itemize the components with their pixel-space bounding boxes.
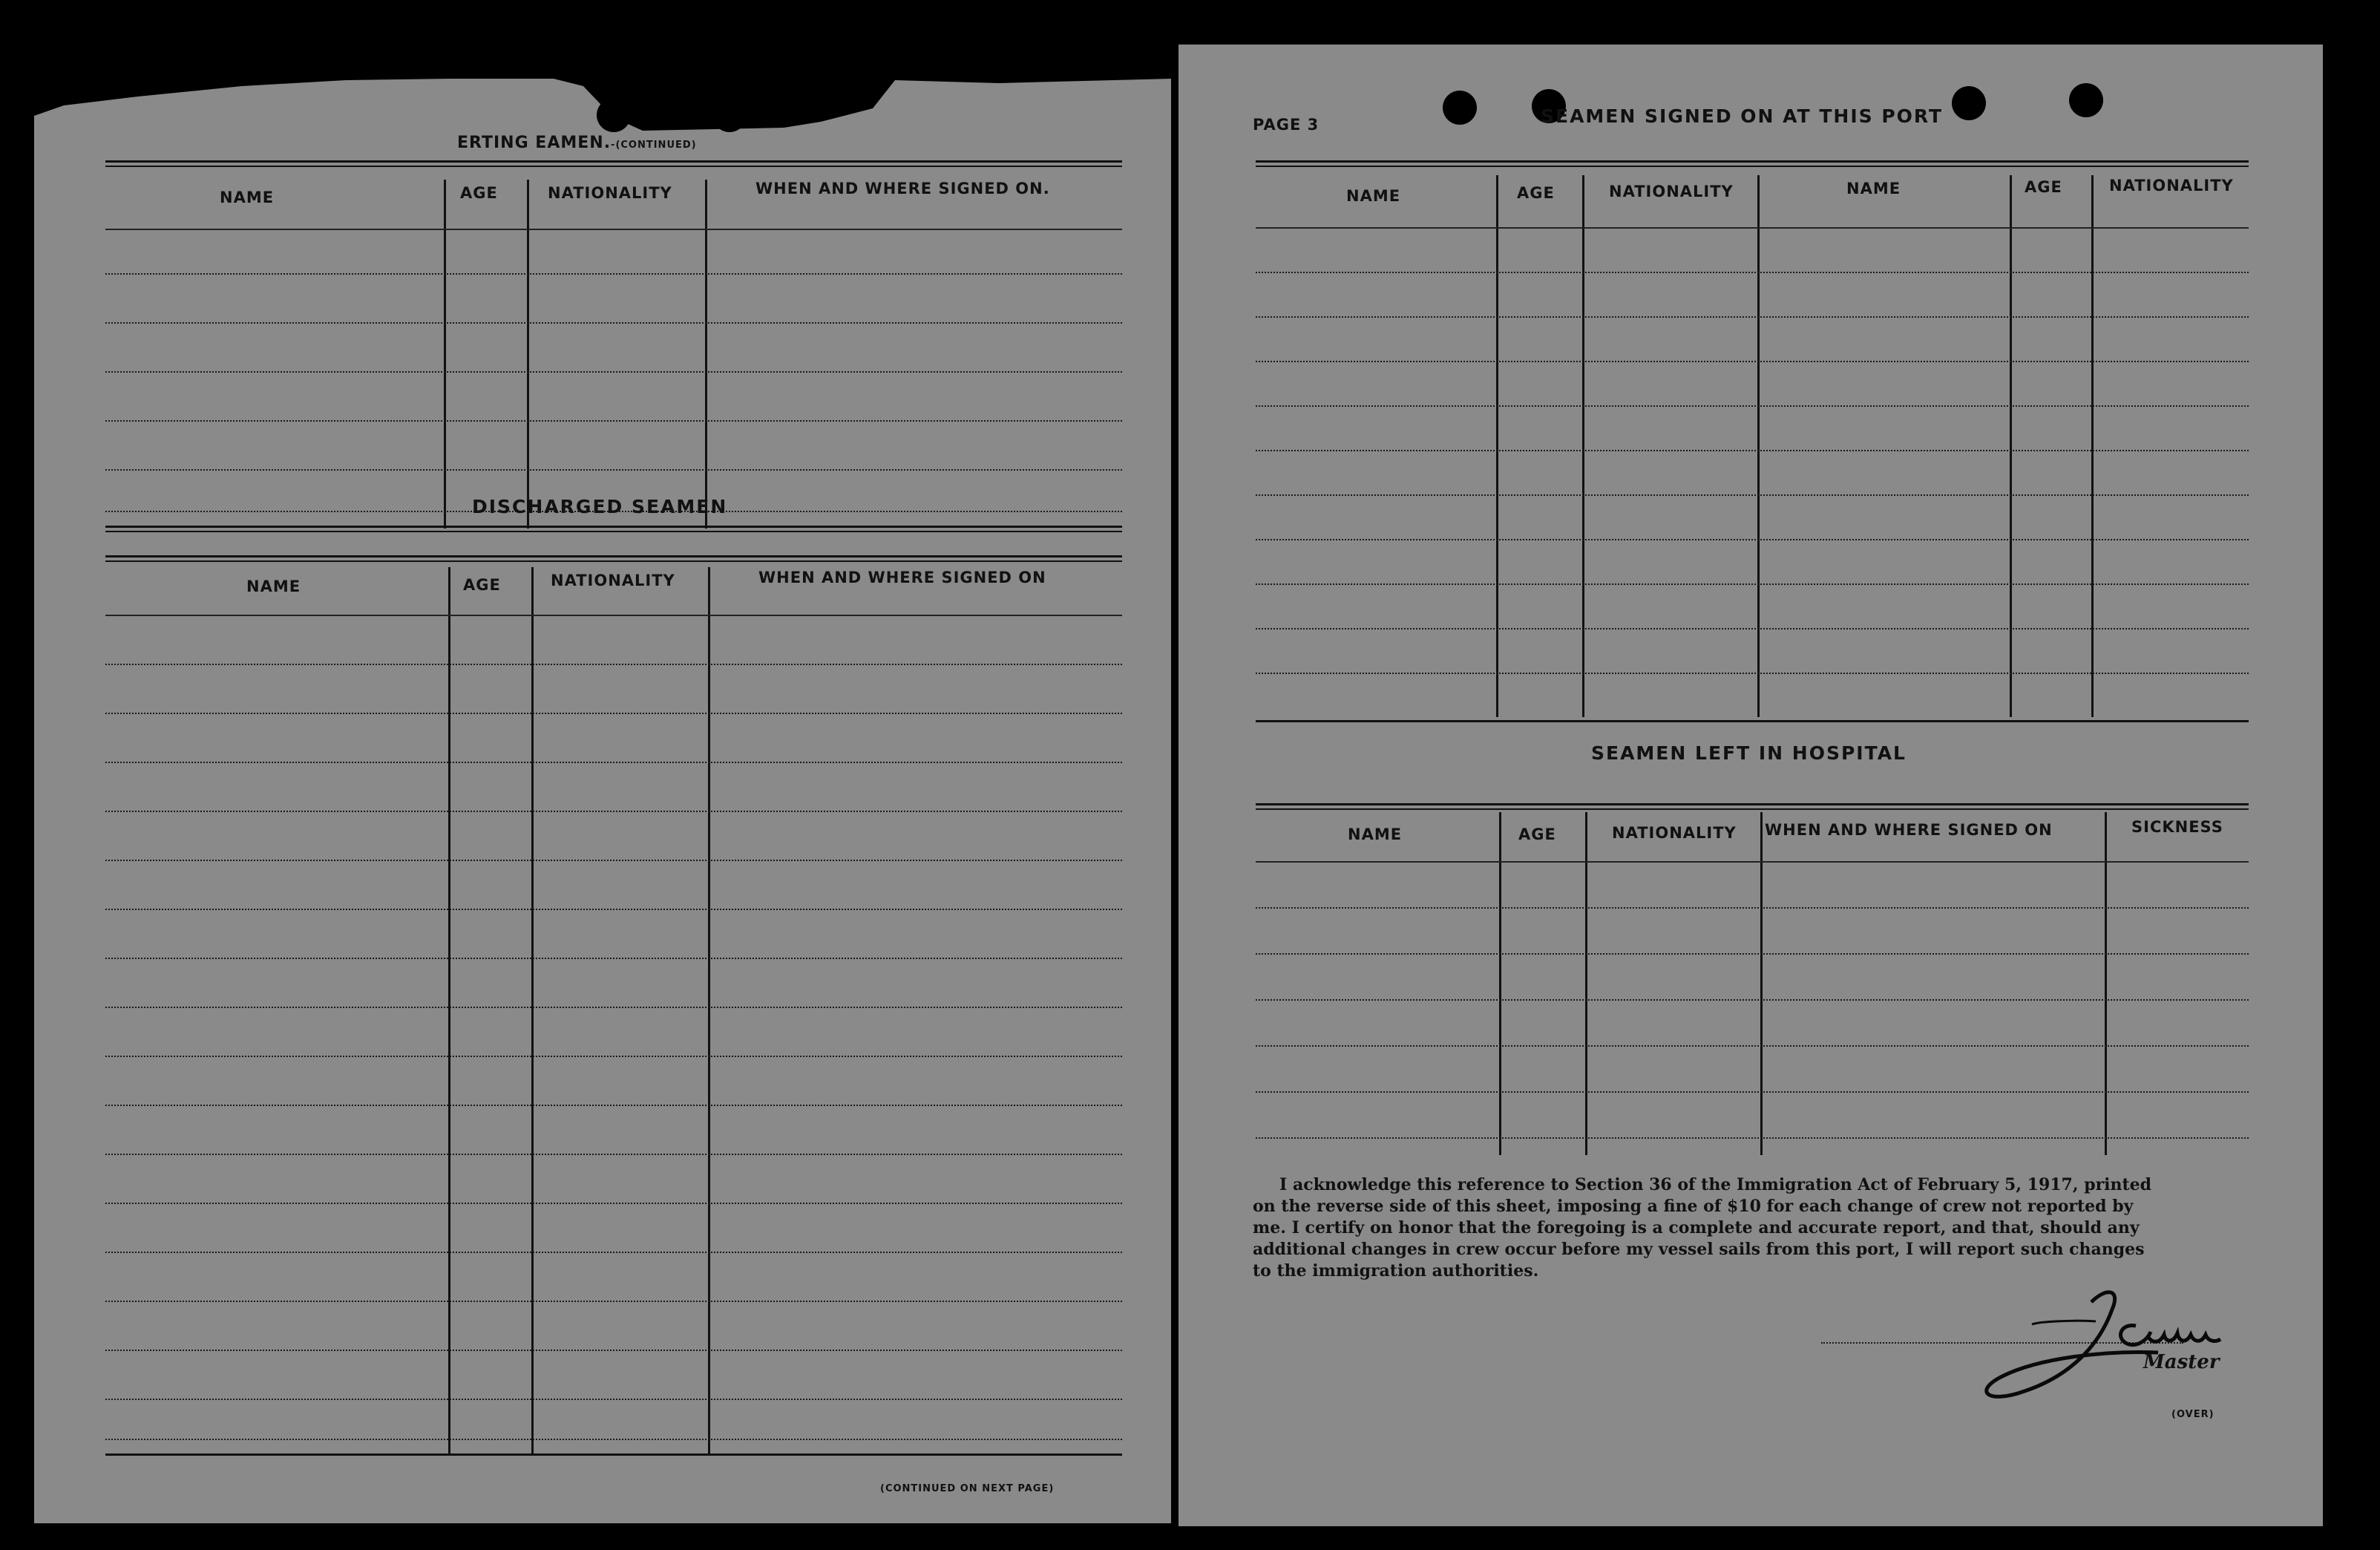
table-rule: [105, 555, 1122, 562]
punch-hole: [597, 98, 631, 132]
row-line: [1256, 450, 2249, 451]
column-divider: [1757, 175, 1760, 717]
row-line: [1256, 907, 2249, 909]
row-line: [105, 811, 1122, 812]
column-divider: [705, 180, 707, 529]
row-line: [105, 1105, 1122, 1106]
row-line: [105, 1301, 1122, 1302]
certification-line: additional changes in crew occur before my vessel sails from this port, I will report such changes: [1253, 1240, 2145, 1259]
column-divider: [1760, 812, 1763, 1155]
continued-note: (CONTINUED ON NEXT PAGE): [880, 1483, 1055, 1494]
row-line: [105, 420, 1122, 422]
row-line: [105, 1056, 1122, 1057]
row-line: [105, 273, 1122, 275]
row-line: [105, 860, 1122, 861]
column-divider: [1585, 812, 1587, 1155]
row-line: [1256, 361, 2249, 362]
column-header: WHEN AND WHERE SIGNED ON: [1765, 821, 2053, 839]
column-divider: [2010, 175, 2012, 717]
left-page: [34, 56, 1171, 1523]
table-rule: [1256, 160, 2249, 167]
column-divider: [527, 180, 529, 529]
section-title: SEAMEN SIGNED ON AT THIS PORT: [1541, 105, 1944, 127]
row-line: [105, 1399, 1122, 1400]
table-rule: [105, 1453, 1122, 1456]
column-header: NAME: [1348, 825, 1403, 843]
row-line: [1256, 272, 2249, 273]
column-divider: [1582, 175, 1584, 717]
row-line: [105, 664, 1122, 665]
column-header: AGE: [1517, 184, 1555, 202]
column-header: NAME: [1346, 187, 1401, 205]
column-header: NATIONALITY: [1609, 183, 1734, 200]
punch-hole: [2069, 83, 2103, 117]
column-divider: [444, 180, 446, 529]
over-note: (OVER): [2171, 1409, 2215, 1420]
row-line: [105, 909, 1122, 910]
header-underline: [1256, 861, 2249, 863]
column-header: AGE: [1518, 825, 1556, 843]
row-line: [105, 322, 1122, 324]
column-divider: [448, 567, 450, 1453]
row-line: [105, 762, 1122, 763]
column-header: NATIONALITY: [2109, 177, 2234, 194]
row-line: [105, 958, 1122, 959]
column-divider: [2105, 812, 2107, 1155]
table-rule: [1256, 803, 2249, 810]
column-divider: [531, 567, 534, 1453]
row-line: [105, 1154, 1122, 1155]
row-line: [1256, 628, 2249, 630]
row-line: [1256, 494, 2249, 496]
row-line: [1256, 1137, 2249, 1139]
header-underline: [1256, 227, 2249, 229]
punch-hole: [712, 98, 747, 132]
row-line: [105, 713, 1122, 714]
punch-hole: [1443, 91, 1477, 125]
column-divider: [2091, 175, 2094, 717]
section-title: DISCHARGED SEAMEN: [472, 496, 728, 517]
column-header: SICKNESS: [2131, 818, 2223, 836]
table-rule: [1256, 720, 2249, 722]
row-line: [105, 371, 1122, 373]
certification-line: I acknowledge this reference to Section 36 of the Immigration Act of February 5, 1917, printed: [1279, 1175, 2152, 1194]
certification-line: to the immigration authorities.: [1253, 1261, 1539, 1281]
page-label: PAGE 3: [1253, 116, 1320, 134]
column-header: AGE: [463, 576, 501, 594]
row-line: [105, 469, 1122, 471]
column-header: AGE: [2025, 178, 2062, 196]
column-header: WHEN AND WHERE SIGNED ON: [758, 569, 1046, 586]
section-title: SEAMEN LEFT IN HOSPITAL: [1591, 742, 1907, 764]
row-line: [1256, 539, 2249, 540]
column-divider: [708, 567, 710, 1453]
punch-hole: [1952, 86, 1986, 120]
row-line: [1256, 1091, 2249, 1093]
certification-text: [1253, 1174, 2262, 1282]
row-line: [105, 1007, 1122, 1008]
column-header: NAME: [1846, 180, 1901, 197]
certification-line: me. I certify on honor that the foregoing is a complete and accurate report, and that, should any: [1253, 1218, 2140, 1237]
column-header: NAME: [246, 578, 301, 595]
row-line: [1256, 999, 2249, 1001]
table-rule: [105, 526, 1122, 532]
row-line: [1256, 1045, 2249, 1047]
row-line: [1256, 316, 2249, 318]
column-header: NATIONALITY: [1612, 824, 1737, 842]
certification-line: on the reverse side of this sheet, imposing a fine of $10 for each change of crew not reported by: [1253, 1197, 2134, 1216]
table-rule: [105, 160, 1122, 167]
column-header: NATIONALITY: [551, 572, 675, 589]
row-line: [105, 1252, 1122, 1253]
signature-label: Master: [2143, 1351, 2220, 1373]
column-divider: [1499, 812, 1501, 1155]
row-line: [1256, 673, 2249, 674]
row-line: [105, 1350, 1122, 1351]
row-line: [1256, 583, 2249, 585]
column-header: NAME: [220, 189, 275, 206]
row-line: [105, 1439, 1122, 1440]
row-line: [1256, 405, 2249, 407]
column-header: NATIONALITY: [548, 184, 672, 202]
section-title: ERTING EAMEN.-(CONTINUED): [457, 134, 697, 152]
header-underline: [105, 229, 1122, 230]
column-divider: [1496, 175, 1498, 717]
header-underline: [105, 615, 1122, 616]
column-header: AGE: [460, 184, 498, 202]
right-page: [1178, 45, 2323, 1526]
row-line: [1256, 953, 2249, 955]
row-line: [105, 1203, 1122, 1204]
column-header: WHEN AND WHERE SIGNED ON.: [755, 180, 1050, 197]
